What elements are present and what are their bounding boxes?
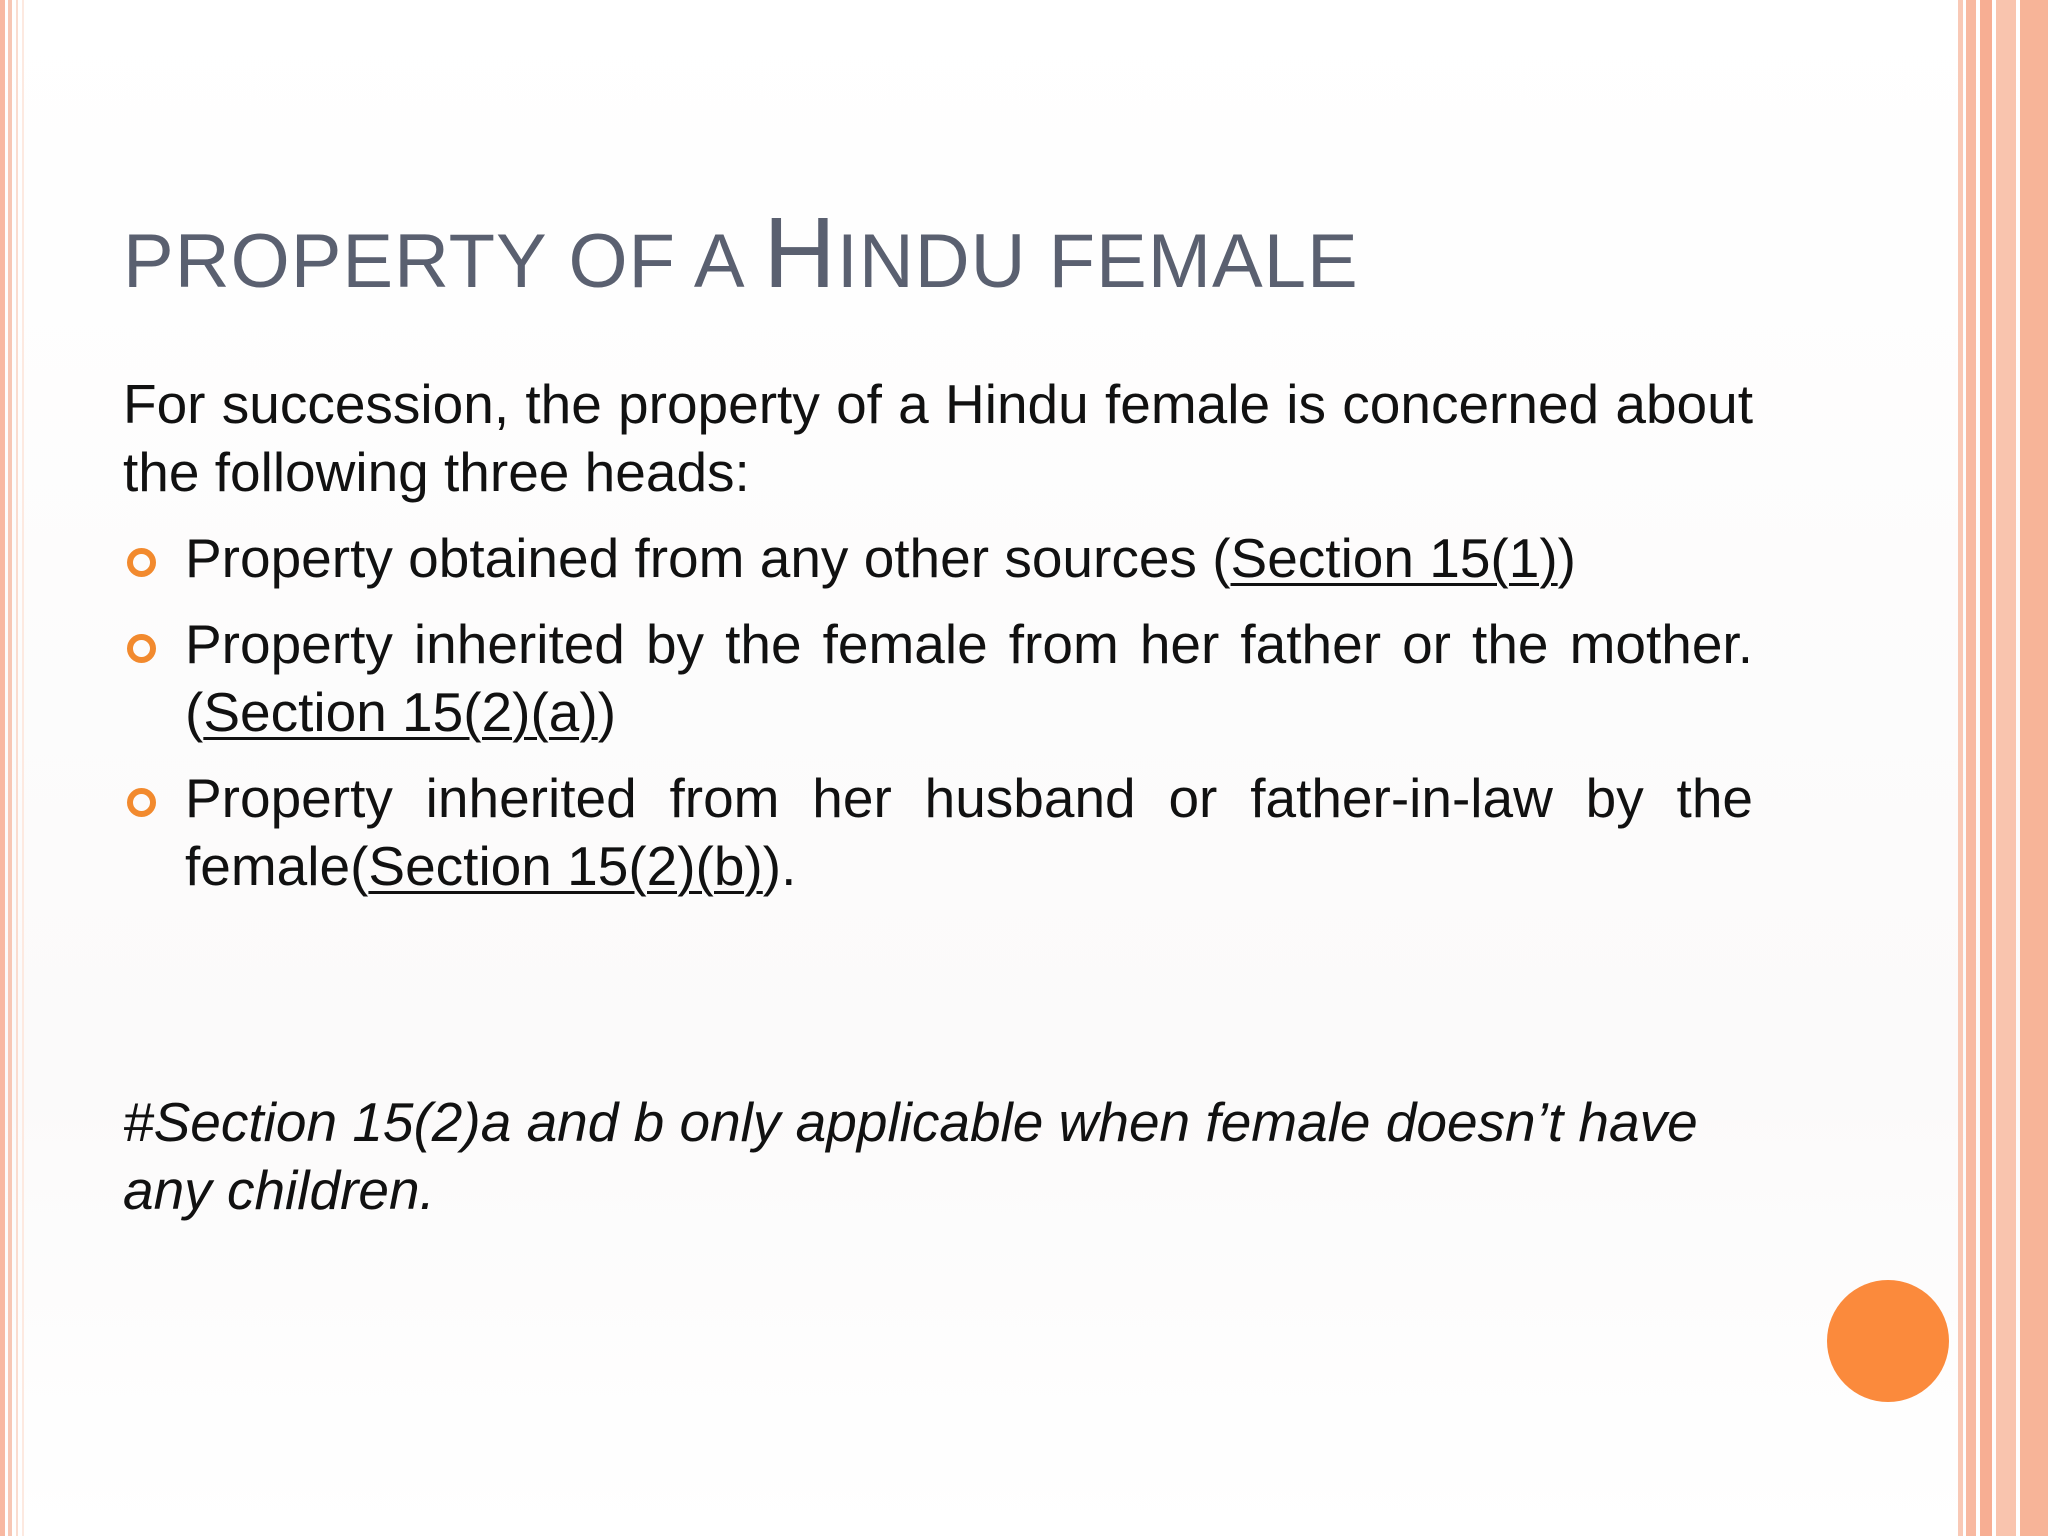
right-border-stripe (1966, 0, 1976, 1536)
left-border-line (0, 0, 5, 1536)
list-item (123, 764, 1753, 900)
orange-circle-decoration (1827, 1280, 1949, 1402)
right-border-stripe (1980, 0, 1992, 1536)
ring-bullet-icon (127, 634, 156, 663)
section-15-1-link[interactable]: Section 15(1) (1230, 527, 1558, 589)
left-border-line (22, 0, 24, 1536)
list-item (123, 610, 1753, 746)
bullet-text: ) (1557, 527, 1576, 589)
title-capital: H (763, 197, 837, 309)
slide-title (123, 196, 1359, 311)
left-border-line (16, 0, 18, 1536)
section-15-2-b-link[interactable]: Section 15(2)(b) (368, 835, 763, 897)
bullet-text: Property inherited by the female from her father or the mother. ( (185, 613, 1753, 743)
bullet-text: Property inherited from her husband or father-in-law by the female( (185, 767, 1753, 897)
footnote: #Section 15(2)a and b only applicable when female doesn’t have any children. (123, 1091, 1698, 1221)
slide-content (123, 370, 1753, 918)
bullet-text: ). (762, 835, 797, 897)
bullet-text: ) (597, 681, 617, 743)
list-item (123, 524, 1753, 592)
right-border-stripe (2020, 0, 2048, 1536)
right-border-stripe (1958, 0, 1963, 1536)
title-first: PROPERTY OF A (123, 219, 764, 304)
intro-paragraph: For succession, the property of a Hindu female is concerned about the following three heads: (123, 373, 1753, 503)
left-border-line (8, 0, 12, 1536)
right-border-stripe (1996, 0, 2016, 1536)
ring-bullet-icon (127, 788, 156, 817)
section-15-2-a-link[interactable]: Section 15(2)(a) (203, 681, 598, 743)
bullet-text: Property obtained from any other sources ( (185, 527, 1231, 589)
ring-bullet-icon (127, 548, 156, 577)
title-rest: INDU FEMALE (836, 219, 1359, 304)
heads-list (123, 524, 1753, 900)
